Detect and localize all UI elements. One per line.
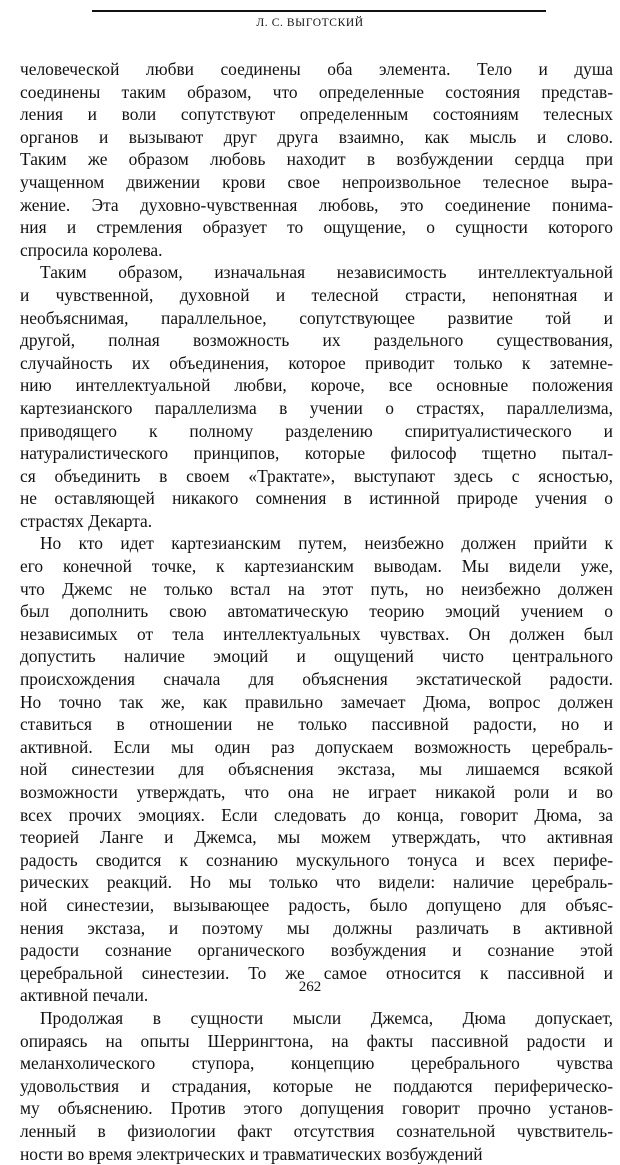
text-line: удовольствия и страдания, которые не поддаются периферическо- [20, 1075, 613, 1098]
text-line: учащенном движении крови свое непроизвольное телесное выра- [20, 171, 613, 194]
text-line: нения экстаза, и поэтому мы должны различать в активной [20, 917, 613, 940]
text-line: нию интеллектуальной любви, короче, все основные положения [20, 374, 613, 397]
text-line: и чувственной, духовной и телесной страсти, непонятная и [20, 284, 613, 307]
text-line: Но точно так же, как правильно замечает Дюма, вопрос должен [20, 691, 613, 714]
text-line: спросила королева. [20, 239, 613, 262]
text-line: радость сводится к сознанию мускульного тонуса и всех перифе- [20, 849, 613, 872]
text-line: ности во время электрических и травматических возбуждений [20, 1143, 613, 1165]
text-line: ся объединить в своем «Трактате», выступают здесь с ясностью, [20, 465, 613, 488]
text-line: Таким же образом любовь находит в возбуждении сердца при [20, 148, 613, 171]
text-line: был дополнить свою автоматическую теорию эмоций учением о [20, 600, 613, 623]
text-line: жение. Эта духовно-чувственная любовь, это соединение понима- [20, 194, 613, 217]
text-line: му объяснению. Против этого допущения говорит прочно установ- [20, 1097, 613, 1120]
text-line: рических реакций. Но мы только что видели: наличие церебраль- [20, 871, 613, 894]
text-line: ной синестезии, вызывающее радость, было допущено для объяс- [20, 894, 613, 917]
text-line: радости сознание органического возбуждения и сознание этой [20, 939, 613, 962]
paragraph [20, 261, 613, 532]
text-line: ставиться в отношении не только пассивной радости, но и [20, 713, 613, 736]
text-line: Таким образом, изначальная независимость интеллектуальной [20, 261, 613, 284]
text-line: Продолжая в сущности мысли Джемса, Дюма допускает, [20, 1007, 613, 1030]
text-line: картезианского параллелизма в учении о страстях, параллелизма, [20, 397, 613, 420]
text-line: приводящего к полному разделению спиритуалистического и [20, 420, 613, 443]
running-head: Л. С. ВЫГОТСКИЙ [0, 17, 620, 29]
text-line: ленный в физиологии факт отсутствия сознательной чувствитель- [20, 1120, 613, 1143]
text-line: ления и воли сопутствуют определенным состояниям телесных [20, 103, 613, 126]
body-text [20, 58, 613, 1165]
text-line: органов и вызывают друг друга взаимно, как мысль и слово. [20, 126, 613, 149]
text-line: теорией Ланге и Джемса, мы можем утверждать, что активная [20, 826, 613, 849]
paragraph [20, 58, 613, 261]
text-line: активной печали. [20, 984, 613, 1007]
text-line: его конечной точке, к картезианским выводам. Мы видели уже, [20, 555, 613, 578]
text-line: активной. Если мы один раз допускаем возможность церебраль- [20, 736, 613, 759]
text-line: церебральной синестезии. То же самое относится к пассивной и [20, 962, 613, 985]
text-line: натуралистического принципов, которые философ тщетно пытал- [20, 442, 613, 465]
text-line: другой, полная возможность их раздельного существования, [20, 329, 613, 352]
text-line: всех прочих эмоциях. Если следовать до конца, говорит Дюма, за [20, 804, 613, 827]
text-line: соединены таким образом, что определенные состояния представ- [20, 81, 613, 104]
paragraph [20, 532, 613, 1006]
text-line: страстях Декарта. [20, 510, 613, 533]
text-line: что Джемс не только встал на этот путь, но неизбежно должен [20, 578, 613, 601]
text-line: происхождения сначала для объяснения экстатической радости. [20, 668, 613, 691]
text-line: ния и стремления образует то ощущение, о сущности которого [20, 216, 613, 239]
text-line: Но кто идет картезианским путем, неизбежно должен прийти к [20, 532, 613, 555]
text-line: необъяснимая, параллельное, сопутствующее развитие той и [20, 307, 613, 330]
text-line: не оставляющей никакого сомнения в истинной природе учения о [20, 487, 613, 510]
page-number: 262 [0, 979, 620, 996]
text-line: меланхолического ступора, концепцию церебрального чувства [20, 1052, 613, 1075]
text-line: возможности утверждать, что она не играет никакой роли и во [20, 781, 613, 804]
text-line: ной синестезии для объяснения экстаза, мы лишаемся всякой [20, 758, 613, 781]
text-line: человеческой любви соединены оба элемента. Тело и душа [20, 58, 613, 81]
text-line: независимых от тела интеллектуальных чувствах. Он должен был [20, 623, 613, 646]
text-line: случайность их объединения, которое приводит только к затемне- [20, 352, 613, 375]
text-line: опираясь на опыты Шеррингтона, на факты пассивной радости и [20, 1030, 613, 1053]
text-line: допустить наличие эмоций и ощущений чисто центрального [20, 645, 613, 668]
header-rule [92, 10, 546, 12]
paragraph [20, 1007, 613, 1165]
